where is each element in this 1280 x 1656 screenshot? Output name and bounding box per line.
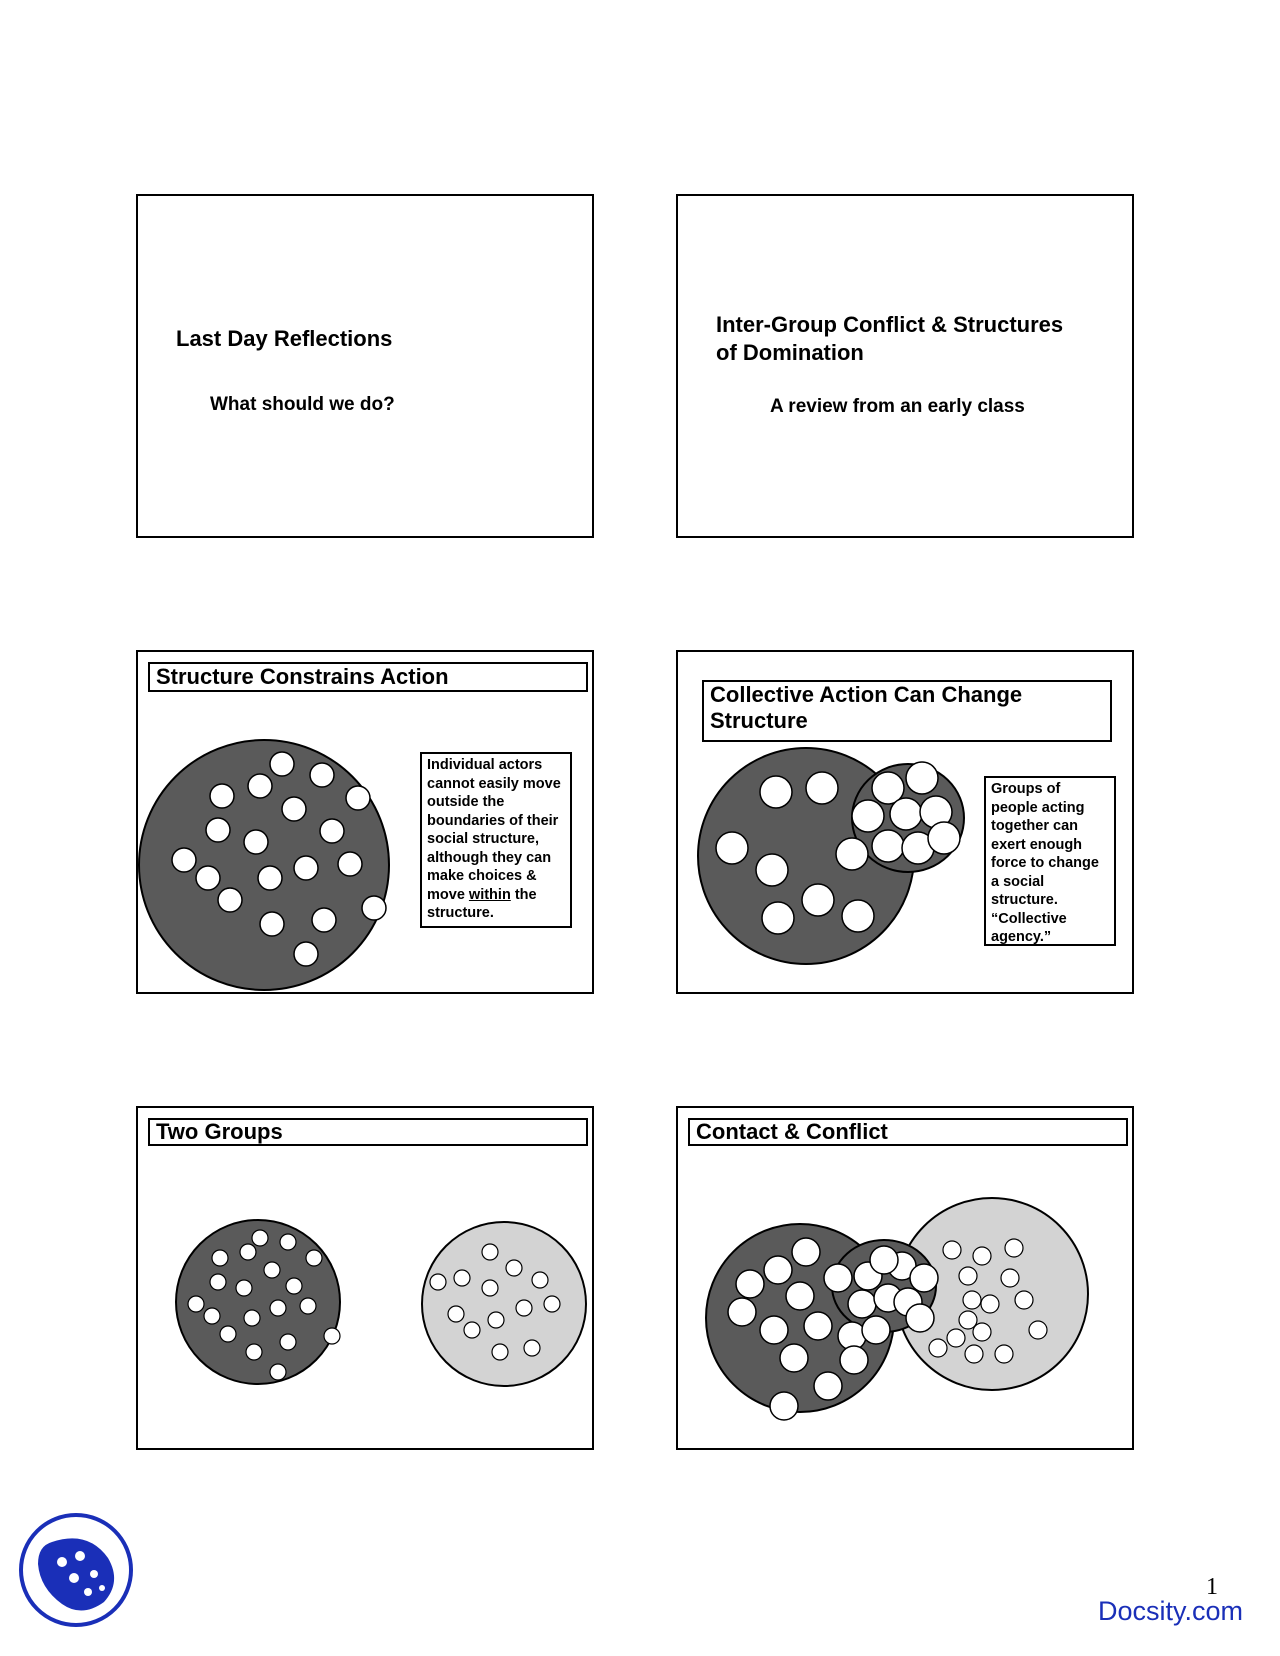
slide-title: Structure Constrains Action (148, 662, 588, 692)
note-line: a social (991, 873, 1045, 890)
note-line: Individual actors (427, 757, 543, 773)
note-line: structure. (991, 892, 1058, 908)
note-line: agency.” (991, 929, 1052, 945)
slide-subtitle: What should we do? (210, 394, 395, 415)
slide-last-day-reflections (136, 194, 594, 538)
note-emphasis: within (468, 886, 511, 903)
two-groups-diagram (138, 1108, 592, 1448)
page-number: 1 (1206, 1574, 1218, 1600)
slide-title-line2: of Domination (716, 340, 864, 365)
note-word: move (427, 886, 465, 903)
slide-inter-group-conflict (676, 194, 1134, 538)
note-line: Groups of (991, 781, 1061, 797)
slide-title: Contact & Conflict (688, 1118, 1128, 1146)
note-word: the (514, 886, 537, 903)
slide-title-line2: Structure (710, 708, 808, 733)
note-line: outside the (427, 794, 505, 810)
slide-title-line1: Collective Action Can Change (710, 682, 1023, 707)
note-line: together can (991, 818, 1079, 834)
contact-conflict-diagram (678, 1108, 1132, 1448)
note-line: although they can (427, 849, 552, 866)
note-line: cannot easily move (427, 775, 561, 792)
slide-structure-constrains-action (136, 650, 594, 994)
slide-two-groups (136, 1106, 594, 1450)
light-group-circle (422, 1222, 586, 1386)
docsity-brand-link[interactable]: Docsity.com (1098, 1596, 1244, 1626)
note-line: boundaries of their (427, 812, 559, 829)
note-line: force to change (991, 855, 1099, 871)
slide-title: Last Day Reflections (176, 326, 393, 351)
note-line: people acting (991, 799, 1085, 816)
slide-title-line1: Inter-Group Conflict & Structures (716, 312, 1064, 337)
note-line: make choices & (427, 868, 537, 884)
slide-title: Two Groups (148, 1118, 588, 1146)
note-line: social structure, (427, 831, 540, 847)
note-line (427, 886, 565, 905)
note-line: structure. (427, 905, 494, 921)
slide-contact-conflict (676, 1106, 1134, 1450)
note-line: exert enough (991, 836, 1083, 853)
note-line: “Collective (991, 910, 1067, 927)
docsity-logo-icon (18, 1512, 134, 1628)
slide-collective-action (676, 650, 1134, 994)
slide-subtitle: A review from an early class (770, 396, 1025, 417)
note-box (984, 776, 1116, 946)
note-box (420, 752, 572, 928)
